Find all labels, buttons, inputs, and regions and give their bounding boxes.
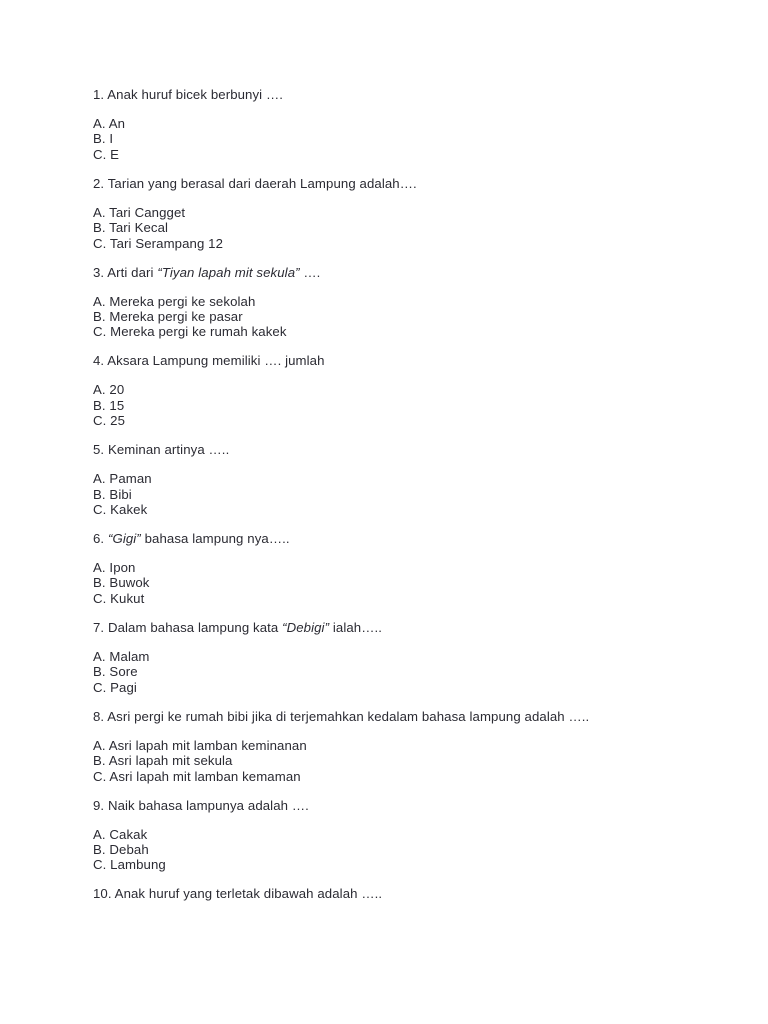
answer-option: C. Mereka pergi ke rumah kakek — [93, 324, 287, 340]
answer-option: B. Bibi — [93, 486, 132, 502]
answer-option: C. Lambung — [93, 857, 166, 873]
answer-option: A. Cakak — [93, 826, 148, 842]
answer-option: A. Tari Cangget — [93, 204, 186, 220]
question-block — [93, 886, 733, 901]
answer-option: B. Asri lapah mit sekula — [93, 753, 233, 769]
answer-option: B. Debah — [93, 841, 149, 857]
question-block — [93, 798, 733, 873]
answer-option: C. Tari Serampang 12 — [93, 235, 224, 251]
question-text — [93, 886, 733, 901]
question-text — [93, 353, 733, 368]
question-fragment: 2. Tarian yang berasal dari daerah Lampung adalah…. — [93, 175, 417, 191]
answer-option: A. 20 — [93, 382, 125, 398]
question-fragment: …. — [299, 264, 321, 280]
answer-option: C. Asri lapah mit lamban kemaman — [93, 768, 301, 784]
question-text — [93, 531, 733, 546]
quoted-term: “Debigi” — [282, 619, 330, 635]
worksheet-page — [93, 87, 733, 915]
question-block — [93, 531, 733, 606]
answer-option: A. Mereka pergi ke sekolah — [93, 293, 256, 309]
question-block — [93, 353, 733, 428]
answer-option: C. Kukut — [93, 590, 145, 606]
answer-option: B. Sore — [93, 664, 138, 680]
answer-option: B. 15 — [93, 397, 125, 413]
quoted-term: “Tiyan lapah mit sekula” — [157, 264, 300, 280]
question-block — [93, 265, 733, 340]
answer-option: B. Buwok — [93, 575, 150, 591]
question-fragment: bahasa lampung nya….. — [140, 531, 290, 547]
question-fragment: 10. Anak huruf yang terletak dibawah adalah ….. — [93, 886, 383, 902]
question-block — [93, 176, 733, 251]
answer-option: B. Mereka pergi ke pasar — [93, 309, 243, 325]
question-block — [93, 87, 733, 162]
question-text — [93, 87, 733, 102]
quoted-term: “Gigi” — [107, 531, 141, 547]
question-fragment: 4. Aksara Lampung memiliki …. jumlah — [93, 353, 325, 369]
question-block — [93, 620, 733, 695]
answer-option: B. Tari Kecal — [93, 220, 169, 236]
question-fragment: ialah….. — [329, 619, 383, 635]
question-text — [93, 442, 733, 457]
question-text — [93, 798, 733, 813]
answer-option: C. 25 — [93, 413, 126, 429]
answer-option: A. Asri lapah mit lamban keminanan — [93, 737, 307, 753]
answer-option: A. Malam — [93, 648, 150, 664]
answer-option: C. Pagi — [93, 679, 137, 695]
question-fragment: 8. Asri pergi ke rumah bibi jika di terjemahkan kedalam bahasa lampung adalah ….. — [93, 708, 590, 724]
answer-option: A. Ipon — [93, 560, 136, 576]
answer-option: C. Kakek — [93, 502, 148, 518]
question-fragment: 7. Dalam bahasa lampung kata — [93, 619, 283, 635]
question-text — [93, 265, 733, 280]
question-fragment: 5. Keminan artinya ….. — [93, 442, 230, 458]
question-text — [93, 176, 733, 191]
answer-option: A. Paman — [93, 471, 152, 487]
question-fragment: 3. Arti dari — [93, 264, 158, 280]
question-text — [93, 620, 733, 635]
question-text — [93, 709, 733, 724]
answer-option: B. I — [93, 131, 114, 147]
question-block — [93, 709, 733, 784]
question-block — [93, 442, 733, 517]
question-fragment: 6. — [93, 531, 108, 547]
answer-option: C. E — [93, 146, 120, 162]
answer-option: A. An — [93, 116, 126, 131]
question-fragment: 1. Anak huruf bicek berbunyi …. — [93, 87, 284, 102]
question-fragment: 9. Naik bahasa lampunya adalah …. — [93, 797, 309, 813]
